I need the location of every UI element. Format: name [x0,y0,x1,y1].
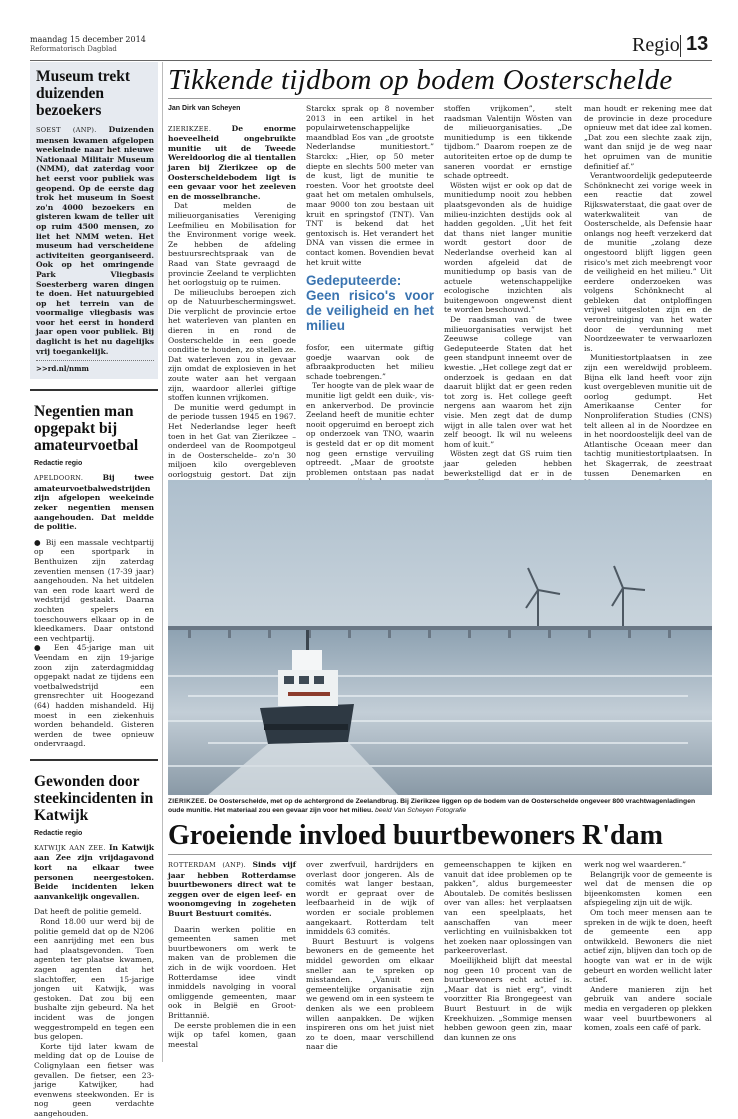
paragraph: Buurt Bestuurt is volgens bewoners en de gemeente het middel geworden om elkaar sneller aan te spreken op misstanden. „Vanuit een gemeentelijke organisatie zijn we gewend om in een systeem te denken als we een probleem willen aanpakken. De wijken inspireren ons om het juist niet zo te doen, maar verschillend naar die [306,936,434,1052]
paragraph: Rond 18.00 uur werd bij de politie gemeld dat op de N206 een aanrijding met een bus had plaatsgevonden. Toen agenten ter plaatse kwamen, zagen agenten dat het slachtoffer, een 15-jarige jongen uit Katwijk, was gestoken. Dat zou bij een bushalte zijn gebeurd. Na het incident was de jongen weggestrompeld en tegen een bus gelopen. [34,917,154,1042]
headline-rule-2 [168,854,712,855]
dateline: ZIERIKZEE. [168,124,212,133]
paragraph: Moeilijkheid blijft dat meestal nog geen 10 procent van de buurtbewoners echt actief is. „Maar dat is niet erg”, vindt voorzitter Ria Brongegeest van Buurt Bestuurt in de wijk Kreekhuizen. „Sommige mensen hebben gewoon geen zin, maar dan kunnen ze ons [444,955,572,1042]
paragraph: Munitiestortplaatsen in zee zijn een wereldwijd probleem. Bijna elk land heeft voor zijn kust overgebleven munitie uit de oorlog gedumpt. Het Amerikaanse Center for Nonproliferation Studies (CNS) telt alleen al in de Noordzee en in het noordoostelijk deel van de Atlantische Oceaan meer dan tachtig munitiestortplaatsen. In het Skagerrak, de zeestraat tussen Denemarken en [584,353,712,478]
headline-second: Groeiende invloed buurtbewoners R'dam [168,820,663,851]
paragraph: ● Bij een massale vechtpartij op een sportpark in Benthuizen zijn zaterdag zeventien mensen (17-39 jaar) aangehouden. Na het uitdelen van een rode kaart werd de wedstrijd gestaakt. Daarna zochten spelers en toeschouwers elkaar op in de kleedkamers. Daar ontstond een vechtpartij. [34,537,154,643]
section-label: Regio [632,34,680,56]
article2-column-3 [444,860,572,1060]
paragraph: ● Een 45-jarige man uit Veendam en zijn 19-jarige zoon zijn zaterdagmiddag opgepakt nadat ze tijdens een voetbalwedstrijd een grensrechter uit Hoogezand (64) hadden mishandeld. Hij moest in een ziekenhuis worden behandeld. Gisteren werden de twee opnieuw ondervraagd. [34,643,154,749]
caption-text: De Oosterschelde, met op de achtergrond de Zeelandbrug. Bij Zierikzee liggen op de bodem van de Oosterschelde ongeveer 800 vrachtwagenladingen oude munitie. Het materiaal zou een gevaar zijn voor het milieu. [168,798,696,814]
photo-caption [168,798,712,815]
paragraph: over zwerfvuil, hardrijders en overlast door jongeren. Als de comités wat langer bestaan, wordt er gepraat over de leefbaarheid in de wijk of worden er sociale problemen aangekaart. Rotterdam telt inmiddels 63 comités. [306,860,434,937]
article2-column-2 [306,860,434,1060]
page-number: 13 [686,33,709,55]
photo-oosterschelde [168,480,712,795]
article-lead: De enorme hoeveelheid ongebruikte munitie uit de Tweede Wereldoorlog die al tientallen jaren bij Zierikzee op de Oosterscheldebodem ligt is een gevaar voor het zeeleven en de mosselbranche. [168,123,296,201]
paragraph: stoffen vrijkomen”, stelt raadsman Valentijn Wösten van de milieuorganisaties. „De munitiedump is een tikkende tijdbom.” Daarom roepen ze de autoriteiten ertoe op de dump te saneren voordat er ernstige schade optreedt. [444,104,572,181]
paragraph: Dat heeft de politie gemeld. [34,907,142,917]
newspaper-name: Reformatorisch Dagblad [30,45,117,53]
article-link[interactable]: >>rd.nl/nmm [36,364,89,374]
dateline: KATWIJK AAN ZEE. [34,843,106,852]
paragraph: Andere manieren zijn het gebruik van andere sociale media en vergaderen op plekken waar veel buurtbewoners al komen, zoals een café of park. [584,984,712,1033]
article-column-3 [444,104,572,478]
photo-illustration [168,480,712,795]
headline-main: Tikkende tijdbom op bodem Oosterschelde [168,64,673,96]
paragraph: fosfor, een uitermate giftig goedje waarvan ook de afbraakproducten het milieu schade toebrengen.” [306,343,434,381]
paragraph: De raadsman van de twee milieuorganisaties verwijst het Zeeuwse college van Gedeputeerde Staten dat het geen standpunt inneemt over de kwestie. „Het college zegt dat er onderzoek is gedaan en dat daaruit blijkt dat er geen reden tot zorg is. Het college geeft nergens aan waarom het zijn visie. Men zegt dat de dump wijgt in alle talen over wat het zelf beoogt. Ik wil nu weleens hom of kuit.” [444,315,572,449]
article-heading: Gewonden door steekincidenten in Katwijk [34,772,154,824]
paragraph: Belangrijk voor de gemeente is wel dat de mensen die op bijeenkomsten komen een afspiegeling zijn uit de wijk. [584,869,712,908]
sidebar [30,62,158,1119]
article-heading: Museum trekt duizenden bezoekers [36,68,130,119]
paragraph: Wösten zegt dat GS ruim tien jaar geleden hebben bewerkstelligd dat er in de [444,449,572,478]
sidebar-article-football [30,389,158,749]
paragraph: werk nog wel waarderen.” [584,860,687,869]
photo-credit: beeld Van Scheyen Fotografie [374,806,467,814]
dateline: SOEST (ANP). [36,126,97,134]
paragraph: Korte tijd later kwam de melding dat op de Louise de Colignylaan een fietser was gevallen. De fietser, een 23-jarige Katwijker, had evenwens steekwonden. Er is nog geen verdachte aangehouden. [34,1041,154,1118]
article-column-2 [306,104,434,477]
paragraph: Om toch meer mensen aan te spreken in de wijk te doen, heeft de gemeente een app ontwikkeld. Bewoners die niet actief zijn, blijven dan toch op de hoogte van wat er in de wijk gebeurt en worden wellicht later actief. [584,907,712,985]
paragraph: De munitie werd gedumpt in de periode tussen 1945 en 1967. Het Nederlandse leger heeft toen in het Gat van Zierikzee –onderdeel van de Roompotgeul in de Oosterschelde– zo'n 30 miljoen kilo overgebleven oorlogstuig gestort. Dat zijn [168,402,296,479]
dateline: ROTTERDAM (ANP). [168,861,247,869]
column-divider [162,62,163,1062]
headline-rule [168,98,712,99]
article-lead: Bij twee amateurvoetbalwedstrijden zijn afgelopen weekeinde zeker negentien mensen aangehouden. Dat meldde de politie. [34,473,154,532]
paragraph: De eerste problemen die in een wijk op tafel komen, gaan meestal [168,1020,296,1049]
issue-date: maandag 15 december 2014 [30,35,146,44]
pull-quote: Gedeputeerde: Geen risico's voor de veiligheid en het milieu [306,273,434,334]
author: Jan Dirk van Scheyen [168,105,241,112]
paragraph: gemeenschappen te kijken en vanuit dat idee problemen op te pakken”, aldus burgemeester Aboutaleb. De comités beslissen over van alles: het verplaatsen van een speelplaats, het aanschaffen van meer verlichting en vuilnisbakken tot het zoeken naar oplossingen van parkeeroverlast. [444,860,572,956]
article-lead: Sinds vijf jaar hebben Rotterdamse buurtbewoners direct wat te zeggen over de eigen leef- en woonomgeving in zogeheten Buurt Bestuurt comités. [168,860,296,918]
article-lead: Duizenden mensen kwamen afgelopen weekeinde naar het nieuwe Nationaal Militair Museum (NMM), dat zaterdag voor het eerst voor publiek was geopend. Op de eerste dag trok het museum in Soest zo'n 4000 bezoekers en gisteren kwam de teller uit op ruim 4500 mensen, zo liet het NMM weten. Het museum had verscheidene activiteiten georganiseerd. Ook op het omringende Park Vliegbasis Soesterberg waren dingen te doen. Het natuurgebied op het terrein van de voormalige vliegbasis was voor het eerst in honderd jaar open voor publiek. Bij daglicht is het nu dagelijks vrij toegankelijk. [36,125,154,356]
sidebar-article-katwijk [30,759,158,1119]
paragraph: De milieuclubs beroepen zich op de Natuurbeschermingswet. Die verplicht de provincie ertoe het waterleven van planten en dieren in en rond de Oosterschelde in een goede conditie te houden, zo stellen ze. Dat waterleven zou in gevaar zijn omdat de explosieven in het zoute water aan het vergaan zijn, waardoor allerlei giftige stoffen kunnen vrijkomen. [168,287,296,403]
article-column-1 [168,104,296,479]
article2-column-4 [584,860,712,1060]
paragraph: Daarin werken politie en gemeenten samen met buurtbewoners om werk te maken van de problemen die zich in de wijk voordoen. Het Rotterdamse idee vindt inmiddels navolging in vooral omliggende gemeenten, maar ook in België en Groot-Brittannië. [168,924,296,1020]
masthead-divider [680,35,681,57]
caption-dateline: ZIERIKZEE. [168,798,207,805]
byline: Redactie regio [34,829,83,837]
article-column-4 [584,104,712,478]
paragraph: Wösten wijst er ook op dat de munitiedump nooit zou hebben plaatsgevonden als de huidige milieu-inzichten destijds ook al hadden gegolden. „Uit het feit dat thans niet langer munitie wordt gestort door de Nederlandse overheid kan al worden afgeleid dat de munitiedump op basis van de actuele wetenschappelijke ecologische inzichten als buitengewoon ongewenst dient te worden beschouwd.” [444,180,572,315]
paragraph: Starckx sprak op 8 november 2013 in een artikel in het populairwetenschappelijke maandblad Eos van „de grootste Nederlandse munitiestort.” Starckx: „Hier, op 50 meter diepte en slechts 500 meter van de kust, ligt de munitie te roesten. Voor het grootste deel gaat het om metalen omhulsels, maar 9000 ton zou bestaan uit kruit en springstof (TNT). Van TNT is bekend dat het gentoxisch is. Het verandert het DNA van vissen die ermee in contact komen. Bovendien bevat het kruit witte [306,104,434,267]
article2-column-1 [168,860,296,1060]
paragraph: Verantwoordelijk gedeputeerde Schönknecht zei vorige week in een reactie dat zowel Rijkswaterstaat, die gaat over de waterkwaliteit van de Oosterschelde, als Defensie haar onlangs nog heeft verzekerd dat de munitie „zolang deze ongestoord blijft liggen geen risico's met zich meebrengt voor de veiligheid en het milieu.” Uit eerdere onderzoeken was volgens Schönknecht al gebleken dat ontploffingen vrijwel uitgesloten zijn en de verontreiniging van het water door de verdunning met Noordzeewater te verwaarlozen is. [584,171,712,353]
paragraph: Ter hoogte van de plek waar de munitie ligt geldt een duik-, vis- en ankerverbod. De provincie Zeeland heeft de munitie echter nooit opgeruimd en beroept zich op onderzoek van TNO, waarin is gesteld dat er op dit moment nog geen ernstige vervuiling optreedt. „Maar de grootste problemen ontstaan pas nadat [306,381,434,477]
article-heading: Negentien man opgepakt bij amateurvoetbal [34,403,139,455]
article-lead: In Katwijk aan Zee zijn vrijdagavond kort na elkaar twee personen neergestoken. Beide incidenten leken aanvankelijk ongevallen. [34,842,154,901]
masthead-rule [30,60,712,61]
byline: Redactie regio [34,460,83,468]
sidebar-article-museum [30,62,158,379]
paragraph: man houdt er rekening mee dat de provincie in deze procedure opnieuw met dat idee zal komen. „Dat zou een slechte zaak zijn, want dan snijd je de weg naar het opruimen van de munitie definitief af.” [584,104,712,171]
paragraph: Dat melden de milieuorganisaties Vereniging Leefmilieu en Mobilisation for the Environment vorige week. Ze hebben de afdeling bestuursrechtspraak van de Raad van State gevraagd de provincie Zeeland te verplichten het oorlogstuig op te ruimen. [168,201,296,288]
dateline: APELDOORN. [34,474,84,483]
